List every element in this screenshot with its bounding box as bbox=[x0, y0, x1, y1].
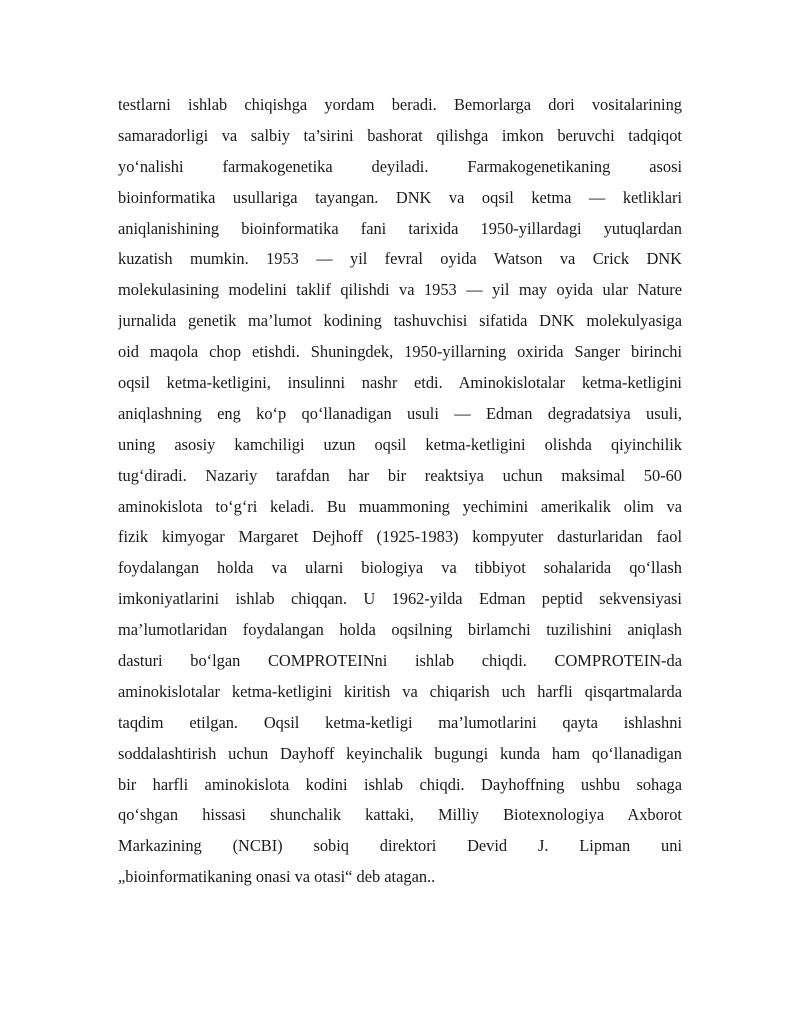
text-line: ma’lumotlaridan foydalangan holda oqsilning birlamchi tuzilishini aniqlash bbox=[118, 620, 682, 640]
text-line: bioinformatika usullariga tayangan. DNK va oqsil ketma — ketliklari bbox=[118, 187, 682, 207]
text-line: aminokislotalar ketma-ketligini kiritish va chiqarish uch harfli qisqartmalarda bbox=[118, 681, 682, 701]
text-line: foydalangan holda va ularni biologiya va tibbiyot sohalarida qo‘llash bbox=[118, 558, 682, 578]
text-line: testlarni ishlab chiqishga yordam beradi. Bemorlarga dori vositalarining bbox=[118, 95, 682, 114]
text-line: tug‘diradi. Nazariy tarafdan har bir reaktsiya uchun maksimal 50-60 bbox=[118, 465, 682, 485]
text-line: „bioinformatikaning onasi va otasi“ deb atagan.. bbox=[118, 867, 436, 887]
body-text bbox=[118, 90, 682, 893]
text-line: aniqlanishining bioinformatika fani tarixida 1950-yillardagi yutuqlardan bbox=[118, 218, 682, 238]
text-line: oid maqola chop etishdi. Shuningdek, 1950-yillarning oxirida Sanger birinchi bbox=[118, 342, 682, 362]
text-line: soddalashtirish uchun Dayhoff keyinchalik bugungi kunda ham qo‘llanadigan bbox=[118, 743, 682, 763]
text-line: dasturi bo‘lgan COMPROTEINni ishlab chiqdi. COMPROTEIN-da bbox=[118, 651, 682, 671]
text-line: aminokislota to‘g‘ri keladi. Bu muammoning yechimini amerikalik olim va bbox=[118, 496, 682, 516]
text-line: qo‘shgan hissasi shunchalik kattaki, Milliy Biotexnologiya Axborot bbox=[118, 805, 682, 825]
text-line: Markazining (NCBI) sobiq direktori Devid J. Lipman uni bbox=[118, 836, 682, 856]
text-line: samaradorligi va salbiy ta’sirini bashorat qilishga imkon beruvchi tadqiqot bbox=[118, 125, 682, 145]
text-line: aniqlashning eng ko‘p qo‘llanadigan usuli — Edman degradatsiya usuli, bbox=[118, 403, 682, 423]
text-line: taqdim etilgan. Oqsil ketma-ketligi ma’lumotlarini qayta ishlashni bbox=[118, 712, 682, 732]
text-line: imkoniyatlarini ishlab chiqqan. U 1962-yilda Edman peptid sekvensiyasi bbox=[118, 589, 682, 609]
text-line: molekulasining modelini taklif qilishdi va 1953 — yil may oyida ular Nature bbox=[118, 280, 682, 300]
text-line: yo‘nalishi farmakogenetika deyiladi. Farmakogenetikaning asosi bbox=[118, 156, 682, 176]
text-line: kuzatish mumkin. 1953 — yil fevral oyida Watson va Crick DNK bbox=[118, 249, 682, 269]
text-line: bir harfli aminokislota kodini ishlab chiqdi. Dayhoffning ushbu sohaga bbox=[118, 774, 682, 794]
text-line: jurnalida genetik ma’lumot kodining tashuvchisi sifatida DNK molekulyasiga bbox=[118, 311, 682, 331]
text-line: fizik kimyogar Margaret Dejhoff (1925-1983) kompyuter dasturlaridan faol bbox=[118, 527, 682, 547]
text-line: oqsil ketma-ketligini, insulinni nashr etdi. Aminokislotalar ketma-ketligini bbox=[118, 373, 682, 393]
text-line: uning asosiy kamchiligi uzun oqsil ketma-ketligini olishda qiyinchilik bbox=[118, 434, 682, 454]
